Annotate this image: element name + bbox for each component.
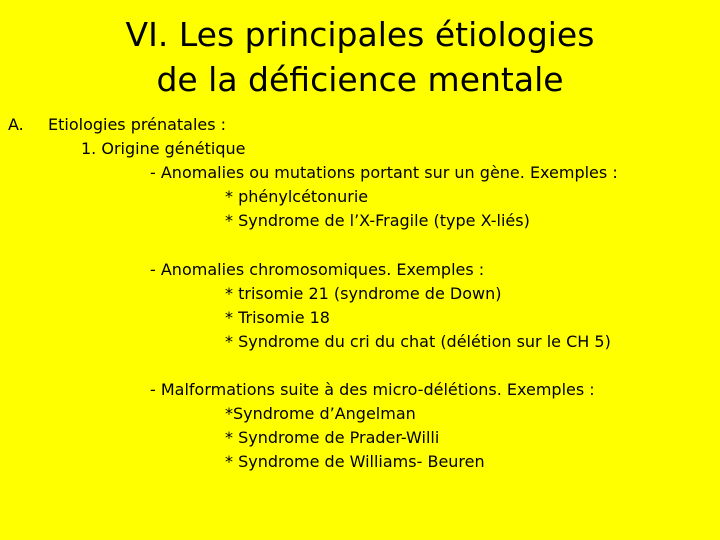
example-item: * Syndrome de l’X-Fragile (type X-liés)	[225, 211, 530, 230]
slide-title	[0, 12, 720, 102]
example-item: * Trisomie 18	[225, 308, 330, 327]
example-item: *Syndrome d’Angelman	[225, 404, 416, 423]
section-letter: A.	[8, 115, 24, 134]
group-heading-single-gene: - Anomalies ou mutations portant sur un gène. Exemples :	[150, 163, 618, 182]
title-line-2: de la déficience mentale	[156, 60, 564, 99]
group-heading-chromosomal: - Anomalies chromosomiques. Exemples :	[150, 260, 485, 279]
title-line-1: VI. Les principales étiologies	[125, 15, 595, 54]
example-item: * Syndrome de Prader-Willi	[225, 428, 440, 447]
example-item: * Syndrome du cri du chat (délétion sur le CH 5)	[225, 332, 611, 351]
example-item: * Syndrome de Williams- Beuren	[225, 452, 485, 471]
section-heading: Etiologies prénatales :	[48, 115, 227, 134]
example-item: * phénylcétonurie	[225, 187, 369, 206]
example-item: * trisomie 21 (syndrome de Down)	[225, 284, 502, 303]
subsection-heading: 1. Origine génétique	[81, 139, 246, 158]
group-heading-microdeletions: - Malformations suite à des micro-délétions. Exemples :	[150, 380, 595, 399]
